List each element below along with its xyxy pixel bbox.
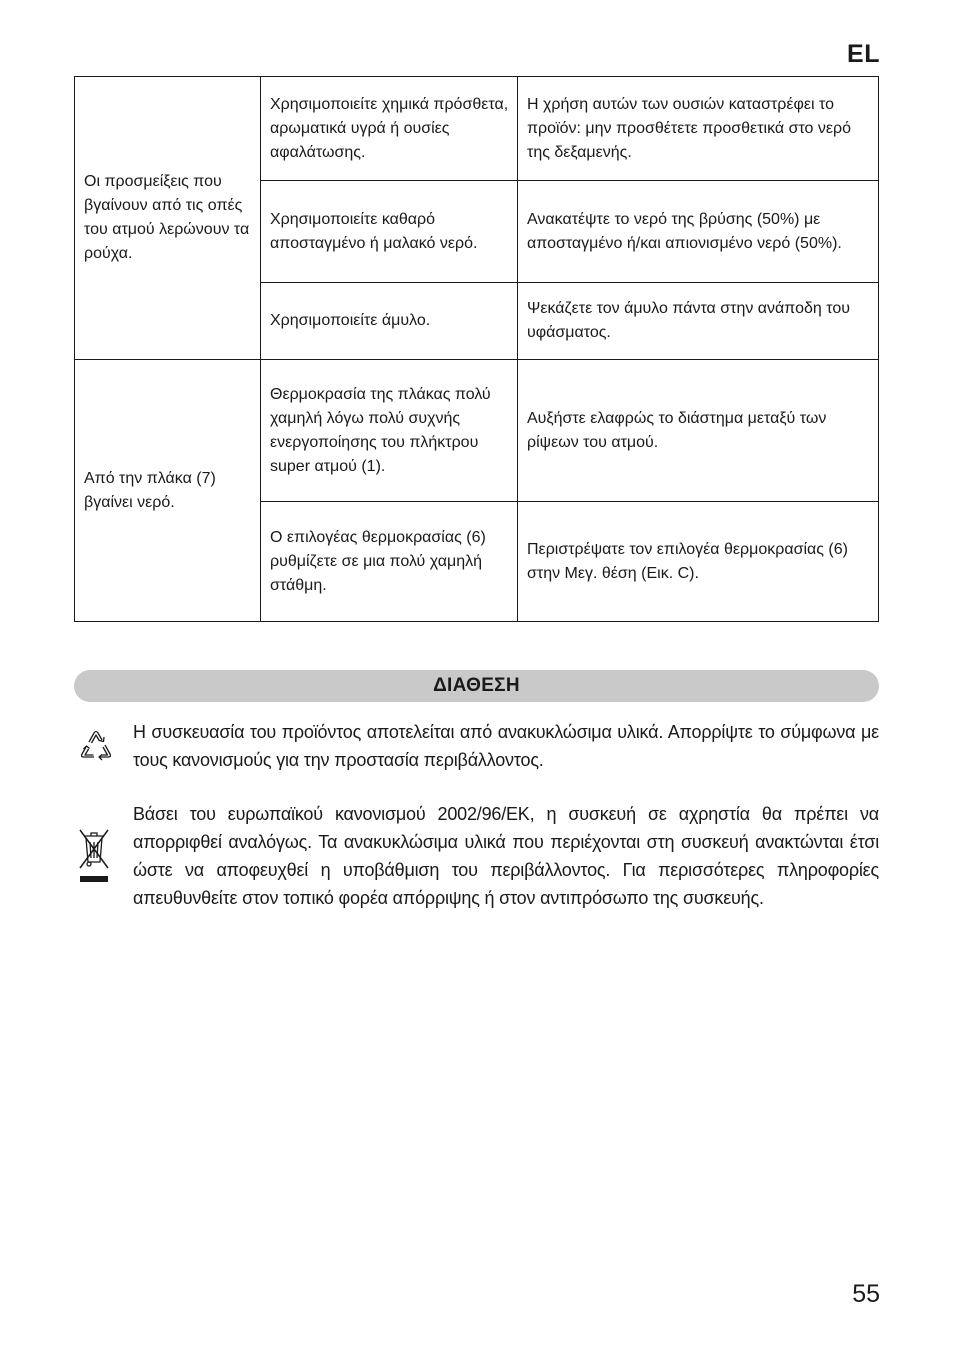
solution-cell: Ψεκάζετε τον άμυλο πάντα στην ανάποδη του υφάσματος. [518,283,879,360]
cause-cell: Χρησιμοποιείτε καθαρό αποσταγμένο ή μαλακό νερό. [261,181,518,283]
recycle-icon [74,724,118,768]
weee-paragraph: Βάσει του ευρωπαϊκού κανονισμού 2002/96/ΕΚ, η συσκευή σε αχρηστία θα πρέπει να απορριφθεί αναλόγως. Τα ανακυκλώσιμα υλικά που περιέχονται στη συσκευή ανακτώνται έτσι ώστε να αποφευχθεί η υποβάθμιση του περιβάλλοντος. Για περισσότερες πληροφορίες απευθυνθείτε στον τοπικό φορέα απόρριψης ή στον αντιπρόσωπο της συσκευής. [133,804,879,908]
problem-cell: Από την πλάκα (7) βγαίνει νερό. [75,360,261,622]
language-tag: EL [847,40,880,68]
cause-cell: Θερμοκρασία της πλάκας πολύ χαμηλή λόγω πολύ συχνής ενεργοποίησης του πλήκτρου super ατμού (1). [261,360,518,502]
section-heading-bar [74,670,879,702]
table-row [75,77,879,181]
section-title: ΔΙΑΘΕΣΗ [433,675,520,696]
cause-cell: Χρησιμοποιείτε χημικά πρόσθετα, αρωματικά υγρά ή ουσίες αφαλάτωσης. [261,77,518,181]
solution-cell: Αυξήστε ελαφρώς το διάστημα μεταξύ των ρίψεων του ατμού. [518,360,879,502]
page-number: 55 [852,1280,880,1308]
packaging-paragraph: Η συσκευασία του προϊόντος αποτελείται από ανακυκλώσιμα υλικά. Απορρίψτε το σύμφωνα με τους κανονισμούς για την προστασία περιβάλλοντος. [133,722,879,770]
solution-cell: Η χρήση αυτών των ουσιών καταστρέφει το προϊόν: μην προσθέτετε προσθετικά στο νερό της δεξαμενής. [518,77,879,181]
cause-cell: Χρησιμοποιείτε άμυλο. [261,283,518,360]
problem-cell: Οι προσμείξεις που βγαίνουν από τις οπές του ατμού λερώνουν τα ρούχα. [75,77,261,360]
solution-cell: Περιστρέψατε τον επιλογέα θερμοκρασίας (6) στην Μεγ. θέση (Εικ. C). [518,502,879,622]
table-row [75,360,879,502]
solution-cell: Ανακατέψτε το νερό της βρύσης (50%) με αποσταγμένο ή/και απιονισμένο νερό (50%). [518,181,879,283]
troubleshooting-table [74,76,879,622]
cause-cell: Ο επιλογέας θερμοκρασίας (6) ρυθμίζετε σε μια πολύ χαμηλή στάθμη. [261,502,518,622]
crossed-out-bin-icon [76,826,112,886]
